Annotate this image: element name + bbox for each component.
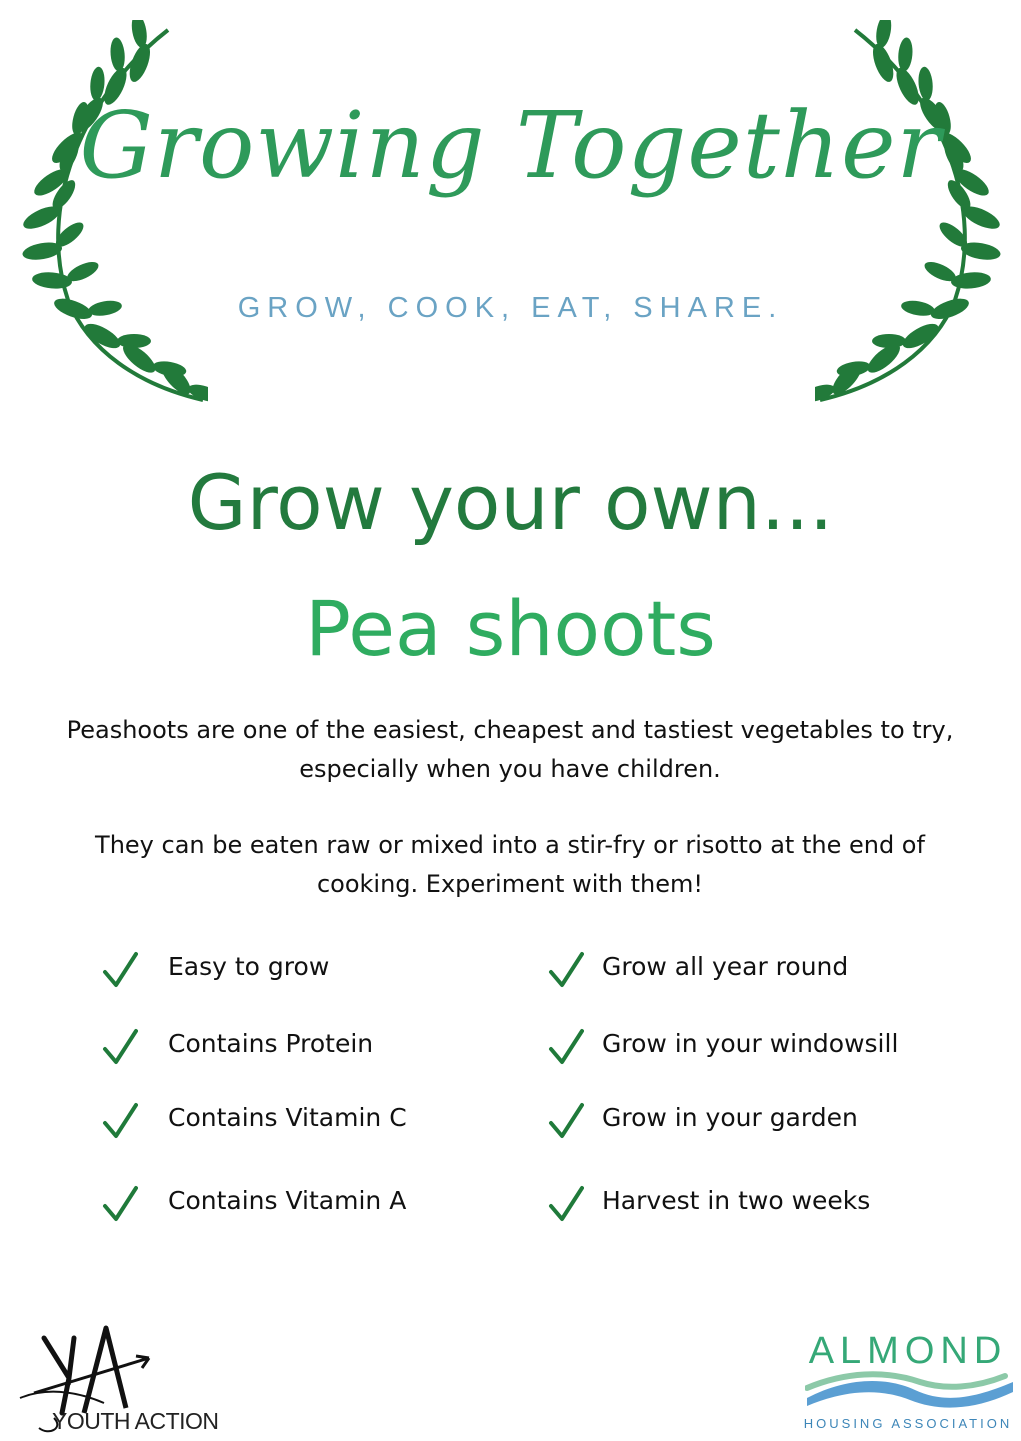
almond-logo-name: ALMOND — [808, 1330, 1008, 1372]
benefit-label: Easy to grow — [168, 952, 330, 981]
benefit-label: Contains Vitamin A — [168, 1186, 407, 1215]
check-icon — [548, 950, 584, 990]
page-heading: Grow your own... — [187, 458, 834, 547]
laurel-left-icon — [18, 20, 208, 405]
page-subheading: Pea shoots — [305, 584, 716, 673]
check-icon — [548, 1184, 584, 1224]
leaf — [31, 271, 72, 290]
check-icon — [102, 1027, 138, 1067]
check-icon — [102, 1184, 138, 1224]
check-icon — [102, 1101, 138, 1141]
almond-logo-subtitle: HOUSING ASSOCIATION — [803, 1416, 1013, 1431]
intro-paragraph-1: Peashoots are one of the easiest, cheapest and tastiest vegetables to try, especially when you have children. — [66, 716, 954, 783]
brand-title: Growing Together — [79, 92, 942, 199]
check-icon — [548, 1101, 584, 1141]
benefit-label: Harvest in two weeks — [602, 1186, 871, 1215]
benefit-label: Contains Protein — [168, 1029, 374, 1058]
leaf — [109, 37, 126, 72]
benefit-label: Grow in your garden — [602, 1103, 858, 1132]
check-icon — [548, 1027, 584, 1067]
benefit-label: Grow all year round — [602, 952, 849, 981]
intro-paragraph-2: They can be eaten raw or mixed into a stir-fry or risotto at the end of cooking. Experiment with them! — [95, 831, 925, 898]
leaf — [950, 271, 991, 290]
laurel-right-icon — [815, 20, 1005, 405]
almond-wave-icon — [805, 1368, 1015, 1416]
benefit-label: Contains Vitamin C — [168, 1103, 407, 1132]
check-icon — [102, 950, 138, 990]
youth-action-wordmark: YOUTH ACTION — [52, 1408, 219, 1434]
brand-tagline: GROW, COOK, EAT, SHARE. — [237, 292, 784, 324]
benefit-label: Grow in your windowsill — [602, 1029, 899, 1058]
leaf — [897, 37, 914, 72]
